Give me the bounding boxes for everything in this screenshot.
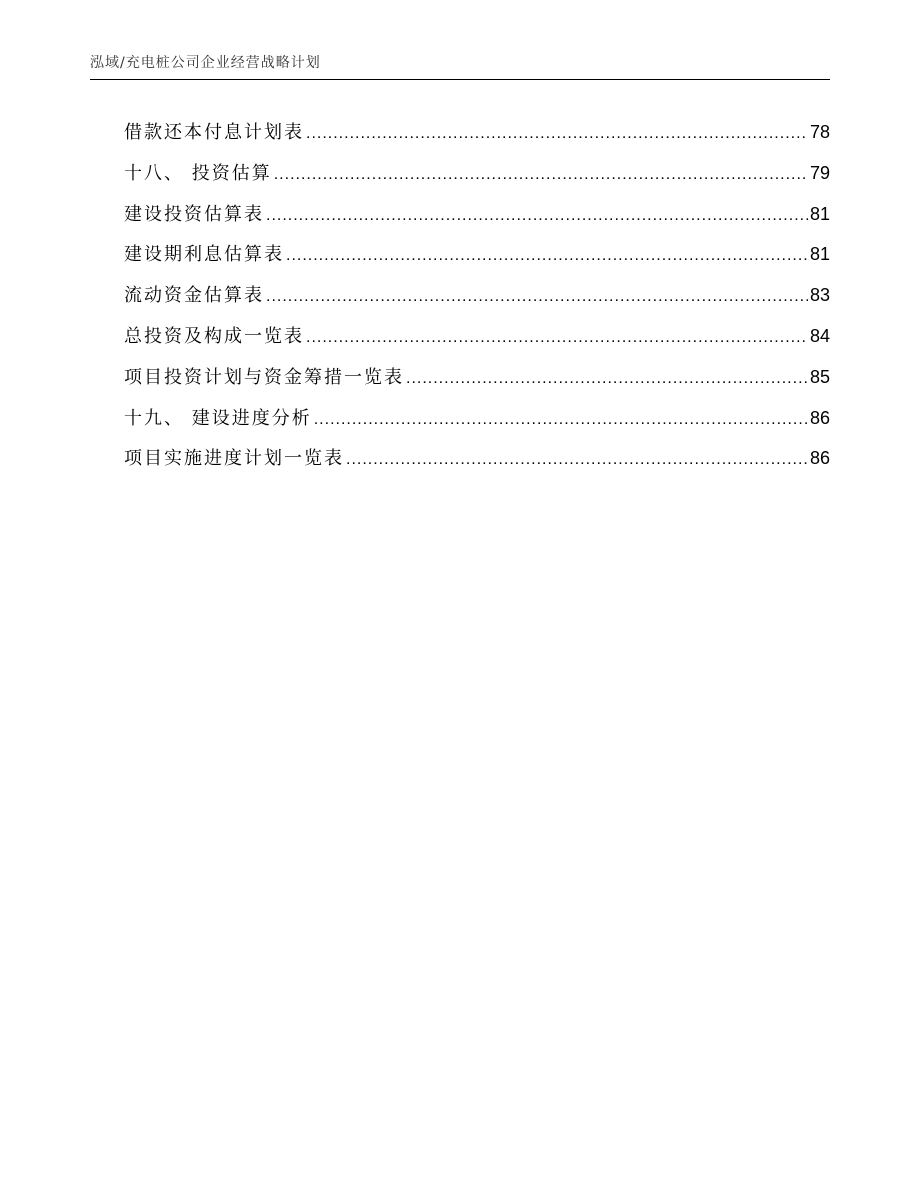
toc-entry-page: 85 bbox=[809, 366, 830, 387]
toc-entry[interactable] bbox=[124, 118, 830, 159]
toc-entry-page: 81 bbox=[809, 203, 830, 224]
toc-dot-leader bbox=[406, 370, 808, 388]
toc-entry-page: 86 bbox=[809, 407, 830, 428]
toc-entry[interactable] bbox=[124, 363, 830, 404]
toc-dot-leader bbox=[314, 411, 808, 429]
toc-entry-page: 84 bbox=[809, 325, 830, 346]
toc-entry-title: 借款还本付息计划表 bbox=[124, 122, 304, 143]
toc-dot-leader bbox=[266, 288, 808, 306]
toc-entry-title: 十八、 投资估算 bbox=[124, 162, 272, 184]
toc-dot-leader bbox=[306, 329, 808, 347]
toc-entry-title: 建设投资估算表 bbox=[124, 203, 264, 225]
toc-entry[interactable] bbox=[124, 200, 830, 241]
toc-entry[interactable] bbox=[124, 240, 830, 281]
toc-entry[interactable] bbox=[124, 322, 830, 363]
toc-entry-title: 十九、 建设进度分析 bbox=[124, 407, 312, 429]
toc-entry-title: 流动资金估算表 bbox=[124, 285, 264, 307]
toc-entry[interactable] bbox=[124, 404, 830, 445]
toc-entry-page: 79 bbox=[809, 162, 830, 183]
toc-dot-leader bbox=[306, 125, 808, 143]
header-divider bbox=[90, 79, 830, 80]
toc-dot-leader bbox=[346, 451, 808, 469]
toc-entry-title: 总投资及构成一览表 bbox=[124, 325, 304, 347]
toc-entry[interactable] bbox=[124, 159, 830, 200]
toc-entry[interactable] bbox=[124, 281, 830, 322]
toc-entry-title: 项目投资计划与资金筹措一览表 bbox=[124, 366, 404, 388]
toc-entry-title: 项目实施进度计划一览表 bbox=[124, 448, 344, 470]
toc-entry-page: 78 bbox=[809, 122, 830, 142]
toc-dot-leader bbox=[274, 166, 808, 184]
toc-entry-title: 建设期利息估算表 bbox=[124, 244, 284, 266]
toc-entry[interactable] bbox=[124, 444, 830, 485]
page-header: 泓域/充电桩公司企业经营战略计划 bbox=[90, 55, 321, 71]
table-of-contents bbox=[124, 118, 830, 485]
toc-entry-page: 86 bbox=[809, 448, 830, 469]
toc-entry-page: 81 bbox=[809, 244, 830, 265]
toc-dot-leader bbox=[286, 247, 808, 265]
toc-dot-leader bbox=[266, 207, 808, 225]
toc-entry-page: 83 bbox=[809, 285, 830, 306]
